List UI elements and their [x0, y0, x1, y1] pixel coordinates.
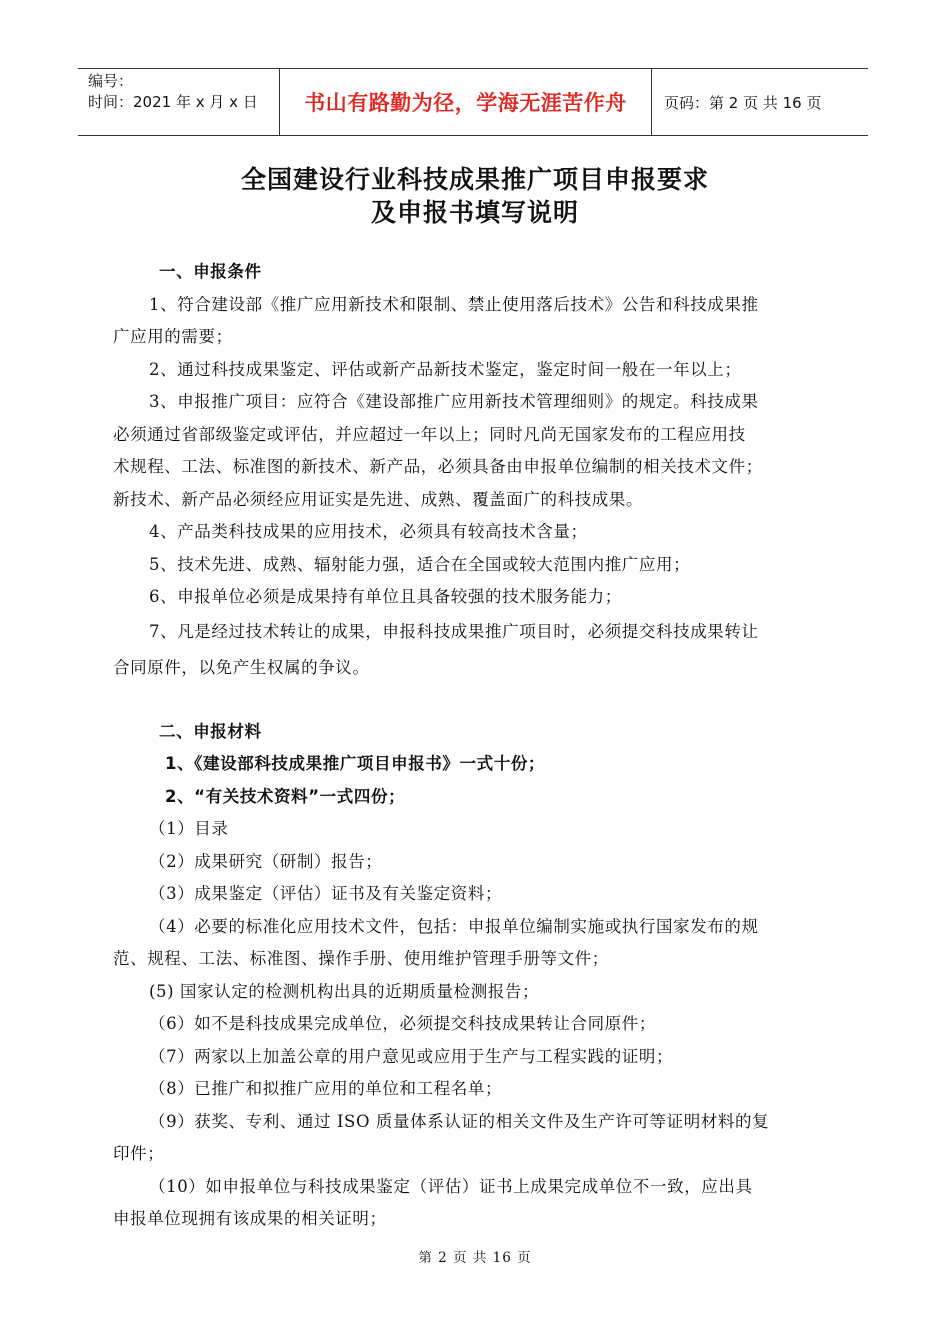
header-page-info: 页码：第 2 页 共 16 页	[664, 93, 822, 112]
page-title-line2: 及申报书填写说明	[370, 198, 579, 227]
header-page-cell	[652, 69, 868, 135]
material-item-2: （2）成果研究（研制）报告；	[149, 851, 383, 871]
section-gap	[113, 686, 833, 716]
section2-heading: 二、申报材料	[159, 721, 262, 741]
material-item-4-line2: 范、规程、工法、标准图、操作手册、使用维护管理手册等文件；	[113, 949, 609, 968]
condition-2: 2、通过科技成果鉴定、评估或新产品新技术鉴定，鉴定时间一般在一年以上；	[149, 359, 742, 379]
condition-3-line3: 术规程、工法、标准图的新技术、新产品，必须具备由申报单位编制的相关技术文件；	[113, 457, 763, 476]
material-item-9-line2: 印件；	[113, 1144, 165, 1163]
material-item-6: （6）如不是科技成果完成单位，必须提交科技成果转让合同原件；	[149, 1014, 656, 1033]
material-item-10-line1: （10）如申报单位与科技成果鉴定（评估）证书上成果完成单位不一致，应出具	[149, 1176, 753, 1196]
condition-6: 6、申报单位必须是成果持有单位且具备较强的技术服务能力；	[149, 587, 622, 606]
condition-4: 4、产品类科技成果的应用技术，必须具有较高技术含量；	[149, 522, 588, 541]
condition-7-line2: 合同原件，以免产生权属的争议。	[113, 657, 370, 677]
material-2: 2、“有关技术资料”一式四份；	[165, 786, 406, 806]
document-number-label: 编号：	[88, 72, 134, 90]
material-item-3: （3）成果鉴定（评估）证书及有关鉴定资料；	[149, 884, 503, 903]
header-meta-cell	[78, 69, 280, 135]
page-title-line1: 全国建设行业科技成果推广项目申报要求	[240, 165, 709, 194]
material-item-10-line2: 申报单位现拥有该成果的相关证明；	[113, 1209, 387, 1228]
material-item-4-line1: （4）必要的标准化应用技术文件，包括：申报单位编制实施或执行国家发布的规	[149, 916, 759, 936]
condition-3-line2: 必须通过省部级鉴定或评估，并应超过一年以上；同时凡尚无国家发布的工程应用技	[113, 424, 746, 444]
condition-7-line1: 7、凡是经过技术转让的成果，申报科技成果推广项目时，必须提交科技成果转让	[149, 621, 759, 641]
header-motto: 书山有路勤为径，学海无涯苦作舟	[304, 91, 627, 115]
condition-5: 5、技术先进、成熟、辐射能力强，适合在全国或较大范围内推广应用；	[149, 554, 691, 574]
material-item-9-line1: （9）获奖、专利、通过 ISO 质量体系认证的相关文件及生产许可等证明材料的复	[149, 1111, 770, 1131]
material-item-8: （8）已推广和拟推广应用的单位和工程名单；	[149, 1079, 503, 1098]
material-item-1: （1）目录	[149, 819, 229, 838]
header-motto-cell	[280, 69, 652, 135]
document-body	[113, 256, 833, 1236]
condition-1-line1: 1、符合建设部《推广应用新技术和限制、禁止使用落后技术》公告和科技成果推	[149, 294, 759, 314]
document-time-label: 时间：2021 年 x 月 x 日	[88, 93, 258, 111]
material-1: 1、《建设部科技成果推广项目申报书》一式十份；	[165, 754, 546, 773]
material-item-7: （7）两家以上加盖公章的用户意见或应用于生产与工程实践的证明；	[149, 1046, 674, 1066]
condition-3-line1: 3、申报推广项目：应符合《建设部推广应用新技术管理细则》的规定。科技成果	[149, 392, 759, 411]
condition-3-line4: 新技术、新产品必须经应用证实是先进、成熟、覆盖面广的科技成果。	[113, 489, 644, 509]
section1-heading: 一、申报条件	[159, 262, 262, 281]
page-footer: 第 2 页 共 16 页	[418, 1250, 532, 1266]
condition-1-line2: 广应用的需要；	[113, 327, 233, 346]
header-table	[78, 68, 868, 136]
material-item-5: (5) 国家认定的检测机构出具的近期质量检测报告；	[149, 981, 540, 1001]
